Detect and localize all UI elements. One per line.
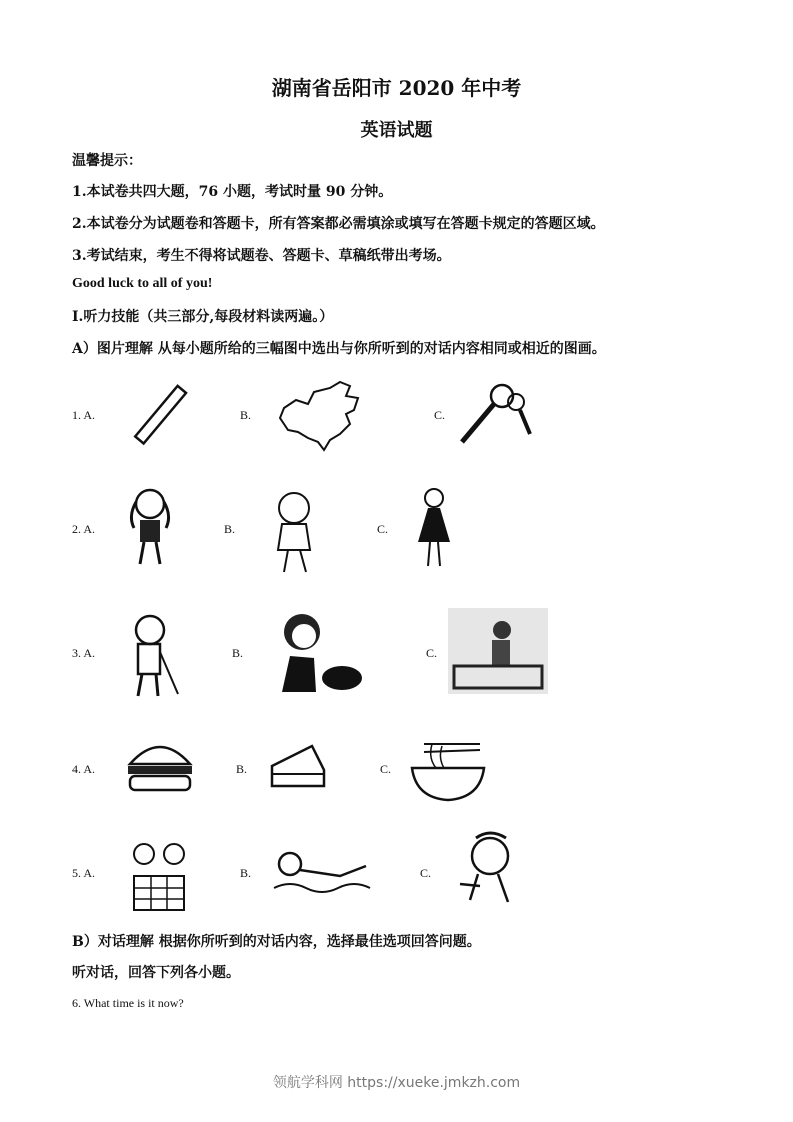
boy-sweeping-icon <box>124 608 184 700</box>
kids-at-table-icon <box>124 836 194 916</box>
part-b-instruction: B）对话理解 根据你所听到的对话内容，选择最佳选项回答问题。 <box>72 934 481 950</box>
part-a-instruction: A）图片理解 从每小题所给的三幅图中选出与你所听到的对话内容相同或相近的图画。 <box>72 341 606 357</box>
ruler-icon <box>124 380 198 450</box>
footer-watermark: 领航学科网 https://xueke.jmkzh.com <box>272 1075 521 1091</box>
girl-with-dog-icon <box>266 606 366 698</box>
option-label: C. <box>380 762 392 776</box>
option-label: B. <box>232 646 244 660</box>
option-label: B. <box>224 522 236 536</box>
option-label: B. <box>240 866 252 880</box>
option-label: C. <box>377 522 389 536</box>
keys-icon <box>452 378 534 450</box>
tip-item: 2.本试卷分为试题卷和答题卡，所有答案都必需填涂或填写在答题卡规定的答题区域。 <box>72 216 605 232</box>
girl-in-dress-icon <box>414 484 456 572</box>
section-title: I.听力技能（共三部分,每段材料读两遍。） <box>72 309 334 325</box>
china-map-icon <box>274 378 370 454</box>
question-label: 4. A. <box>72 762 96 776</box>
part-b-subheading: 听对话，回答下列各小题。 <box>72 965 240 981</box>
good-luck-text: Good luck to all of you! <box>72 276 213 291</box>
page-subtitle: 英语试题 <box>360 120 433 141</box>
cooking-scene-icon <box>446 606 550 696</box>
option-label: B. <box>240 408 252 422</box>
tip-item: 1.本试卷共四大题，76 小题，考试时量 90 分钟。 <box>72 184 393 200</box>
option-label: C. <box>434 408 446 422</box>
option-label: B. <box>236 762 248 776</box>
option-label: C. <box>420 866 432 880</box>
tip-item: 3.考试结束，考生不得将试题卷、答题卡、草稿纸带出考场。 <box>72 248 451 264</box>
running-boy-icon <box>446 826 532 916</box>
question-label: 5. A. <box>72 866 96 880</box>
hamburger-icon <box>124 736 196 796</box>
swimmer-icon <box>270 848 380 896</box>
tips-heading: 温馨提示： <box>72 153 142 169</box>
option-label: C. <box>426 646 438 660</box>
question-label: 2. A. <box>72 522 96 536</box>
question-6: 6. What time is it now? <box>72 996 184 1010</box>
question-label: 3. A. <box>72 646 96 660</box>
noodle-bowl-icon <box>408 738 488 804</box>
sandwich-icon <box>268 742 328 792</box>
girl-icon <box>264 488 328 576</box>
page-title: 湖南省岳阳市 2020 年中考 <box>271 76 522 100</box>
question-label: 1. A. <box>72 408 96 422</box>
girl-with-braids-icon <box>122 486 178 568</box>
